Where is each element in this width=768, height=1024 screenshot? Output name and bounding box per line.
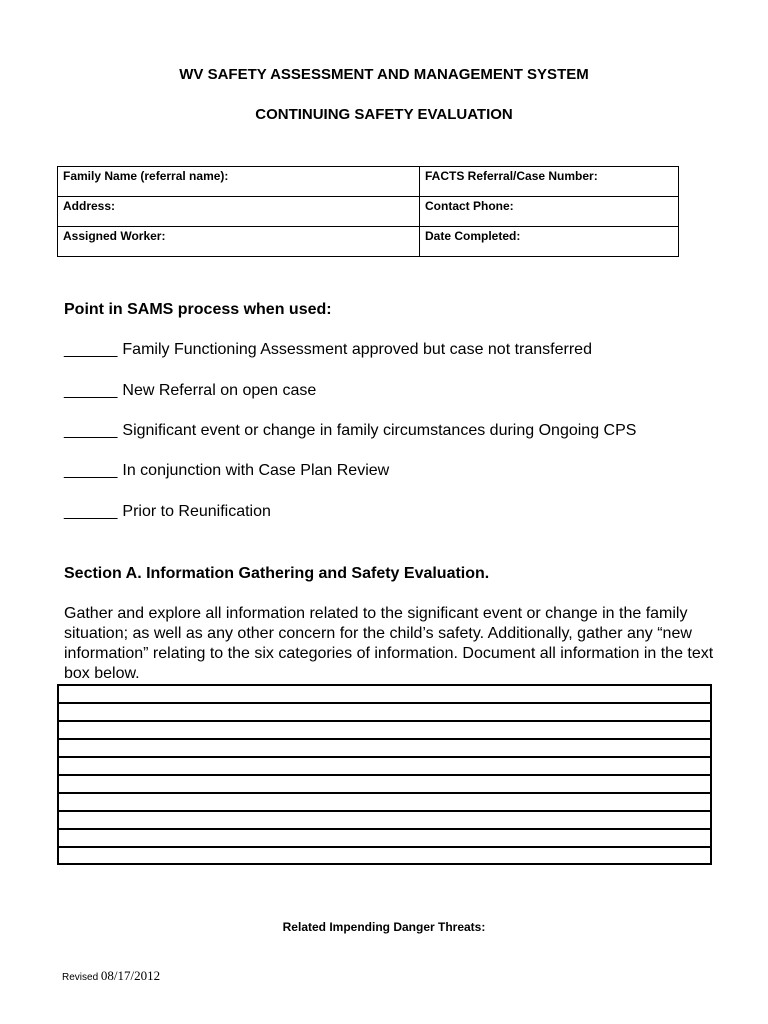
process-option bbox=[64, 341, 592, 359]
ruled-line bbox=[59, 792, 710, 794]
form-title: WV SAFETY ASSESSMENT AND MANAGEMENT SYSTEM bbox=[179, 66, 589, 83]
case-info-table bbox=[57, 166, 679, 257]
ruled-line bbox=[59, 738, 710, 740]
process-option bbox=[64, 462, 389, 480]
address-field[interactable] bbox=[58, 197, 420, 227]
ruled-line bbox=[59, 702, 710, 704]
process-option bbox=[64, 503, 271, 521]
information-text-box[interactable] bbox=[57, 684, 712, 865]
option-label: New Referral on open case bbox=[122, 382, 317, 399]
process-heading: Point in SAMS process when used: bbox=[64, 301, 332, 318]
family-name-label: Family Name (referral name): bbox=[63, 169, 229, 183]
ruled-line bbox=[59, 720, 710, 722]
date-completed-field[interactable] bbox=[420, 227, 679, 257]
contact-phone-label: Contact Phone: bbox=[425, 199, 514, 213]
form-subtitle: CONTINUING SAFETY EVALUATION bbox=[255, 106, 513, 123]
section-a-heading: Section A. Information Gathering and Safety Evaluation. bbox=[64, 565, 490, 582]
assigned-worker-field[interactable] bbox=[58, 227, 420, 257]
facts-number-field[interactable] bbox=[420, 167, 679, 197]
impending-danger-threats-label: Related Impending Danger Threats: bbox=[282, 920, 486, 934]
option-label: Prior to Reunification bbox=[122, 503, 271, 520]
contact-phone-field[interactable] bbox=[420, 197, 679, 227]
ruled-line bbox=[59, 828, 710, 830]
revised-label: Revised bbox=[62, 972, 99, 983]
revised-date: 08/17/2012 bbox=[100, 968, 161, 983]
option-label: Significant event or change in family circumstances during Ongoing CPS bbox=[122, 422, 637, 439]
checkbox-blank[interactable]: ______ bbox=[64, 382, 118, 399]
facts-number-label: FACTS Referral/Case Number: bbox=[425, 169, 598, 183]
checkbox-blank[interactable]: ______ bbox=[64, 422, 118, 439]
ruled-line bbox=[59, 774, 710, 776]
address-label: Address: bbox=[63, 199, 116, 213]
revision-footer bbox=[62, 968, 160, 984]
date-completed-label: Date Completed: bbox=[425, 229, 521, 243]
ruled-line bbox=[59, 846, 710, 848]
checkbox-blank[interactable]: ______ bbox=[64, 503, 118, 520]
ruled-line bbox=[59, 756, 710, 758]
family-name-field[interactable] bbox=[58, 167, 420, 197]
option-label: Family Functioning Assessment approved but case not transferred bbox=[122, 341, 592, 358]
process-option bbox=[64, 382, 316, 400]
checkbox-blank[interactable]: ______ bbox=[64, 462, 118, 479]
option-label: In conjunction with Case Plan Review bbox=[122, 462, 390, 479]
process-option bbox=[64, 422, 636, 440]
ruled-line bbox=[59, 810, 710, 812]
section-a-instructions: Gather and explore all information related to the significant event or change in the family situation; as well as any other concern for the child’s safety. Additionally, gather any “new information” relating to the six categories of information. Document all information in the text box below. bbox=[64, 605, 714, 682]
assigned-worker-label: Assigned Worker: bbox=[63, 229, 166, 243]
checkbox-blank[interactable]: ______ bbox=[64, 341, 118, 358]
